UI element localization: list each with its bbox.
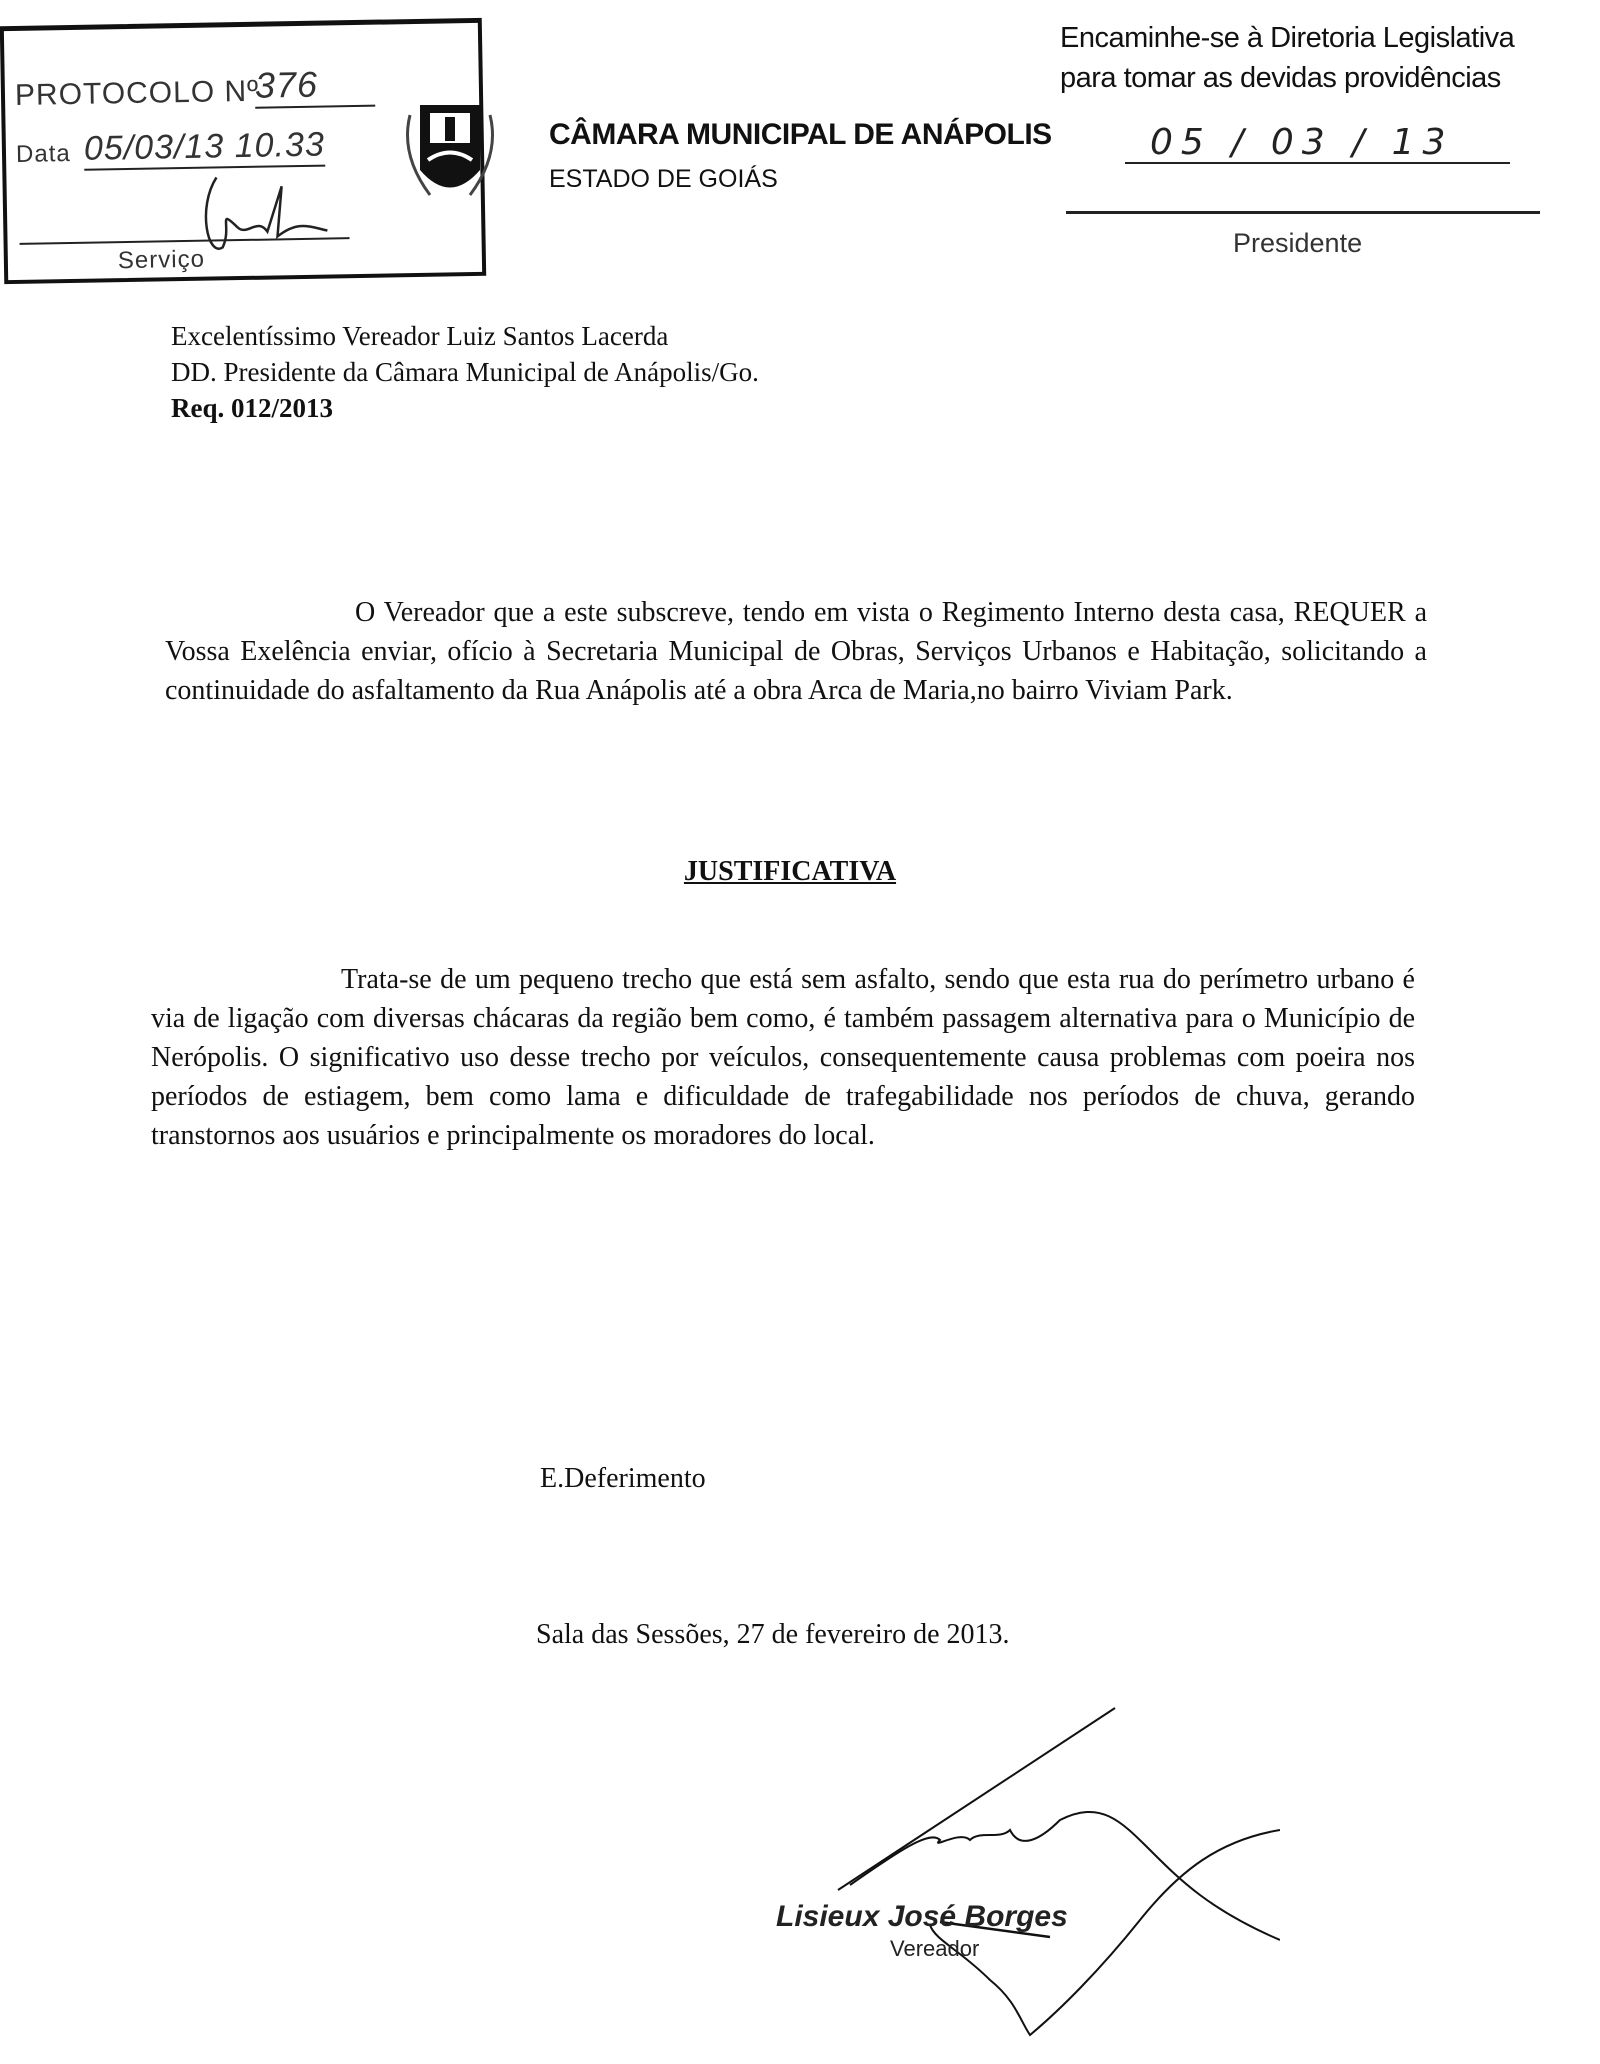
request-reference: Req. 012/2013 (171, 393, 333, 423)
routing-line-1: Encaminhe-se à Diretoria Legislativa (1060, 22, 1515, 54)
clerk-signature (186, 165, 348, 268)
president-label: Presidente (1233, 228, 1363, 258)
institution-name: CÂMARA MUNICIPAL DE ANÁPOLIS (549, 118, 1052, 151)
protocol-label: PROTOCOLO Nº (14, 74, 260, 112)
date-value: 05/03/13 10.33 (84, 126, 326, 171)
service-label: Serviço (117, 245, 206, 275)
signer-name: Lisieux José Borges (776, 1900, 1068, 1933)
date-label: Data (15, 140, 71, 168)
addressee-title: DD. Presidente da Câmara Municipal de Anápolis/Go. (171, 357, 759, 387)
addressee-block (171, 318, 759, 426)
councillor-signature (760, 1700, 1280, 2050)
protocol-number: 376 (254, 63, 375, 109)
municipal-crest-icon (400, 95, 500, 215)
state-name: ESTADO DE GOIÁS (549, 165, 778, 193)
routing-line-2: para tomar as devidas providências (1060, 62, 1501, 94)
signer-title: Vereador (890, 1936, 980, 1961)
closing-text: E.Deferimento (540, 1463, 706, 1494)
addressee-name: Excelentíssimo Vereador Luiz Santos Lacerda (171, 321, 669, 351)
justification-paragraph: Trata-se de um pequeno trecho que está sem asfalto, sendo que esta rua do perímetro urbano é via de ligação com diversas chácaras da região bem como, é também passagem alternativa para o Município de Nerópolis. O significativo uso desse trecho por veículos, consequentemente causa problemas com poeira nos períodos de estiagem, bem como lama e dificuldade de trafegabilidade nos períodos de chuva, gerando transtornos aos usuários e principalmente os moradores do local. (151, 964, 1415, 1151)
justification-title: JUSTIFICATIVA (683, 856, 897, 887)
place-date: Sala das Sessões, 27 de fevereiro de 2013. (536, 1619, 1010, 1650)
request-paragraph: O Vereador que a este subscreve, tendo em vista o Regimento Interno desta casa, REQUER a Vossa Exelência enviar, ofício à Secretaria Municipal de Obras, Serviços Urbanos e Habitação, solicitando a continuidade do asfaltamento da Rua Anápolis até a obra Arca de Maria,no bairro Viviam Park. (165, 597, 1427, 706)
routing-date: 05 / 03 / 13 (1150, 122, 1454, 163)
routing-note (1060, 18, 1514, 98)
